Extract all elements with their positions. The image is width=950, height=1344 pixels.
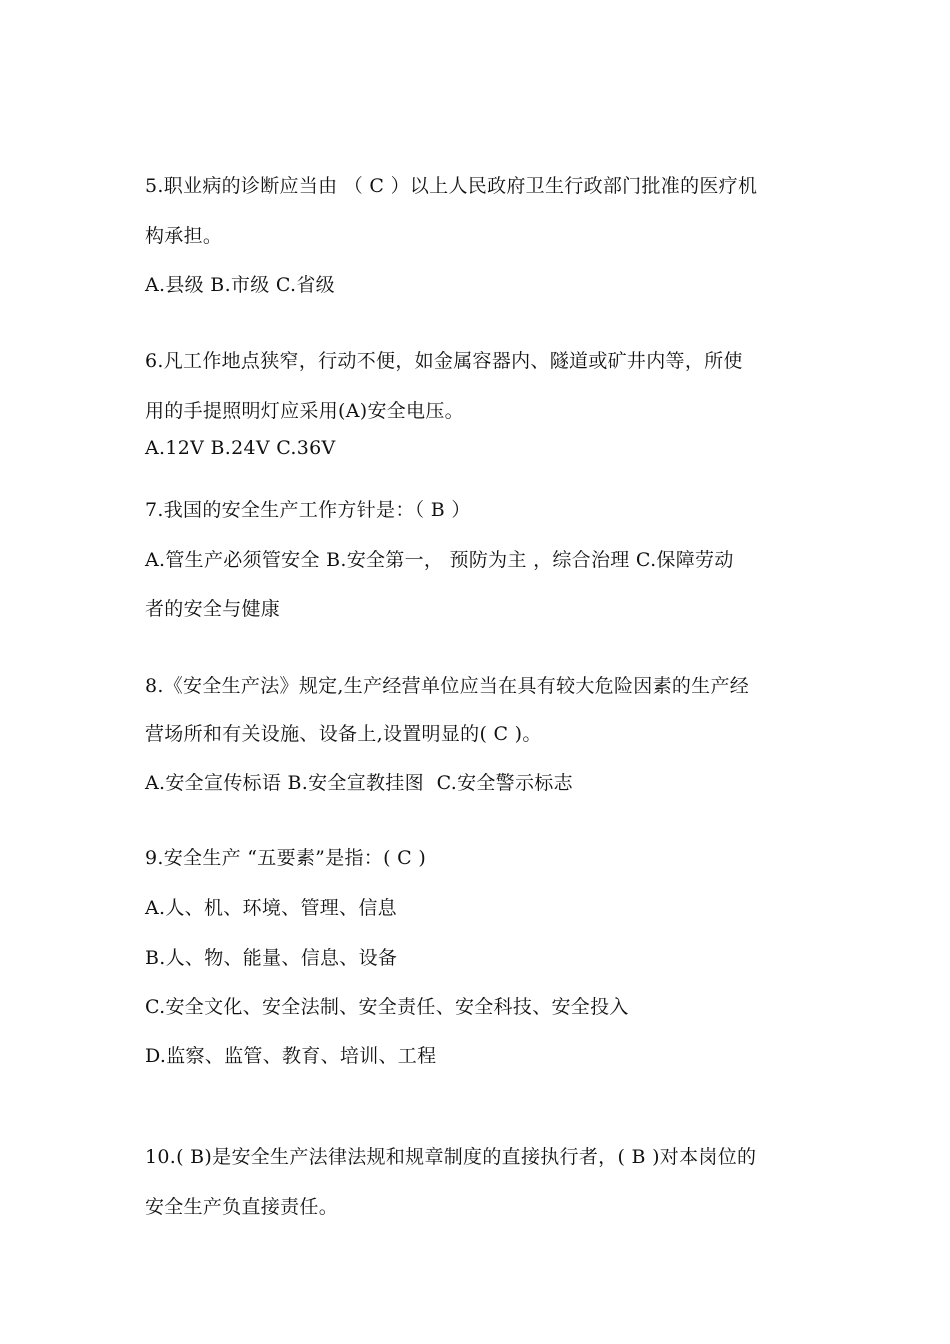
question-8-stem-line-2: 营场所和有关设施、设备上,设置明显的( C )。 xyxy=(145,723,542,745)
question-5-stem-line-1: 5.职业病的诊断应当由 （ C ）以上人民政府卫生行政部门批准的医疗机 xyxy=(145,175,758,197)
question-9-stem: 9.安全生产 “五要素”是指：( C ) xyxy=(145,847,427,869)
question-10-stem-line-1: 10.( B)是安全生产法律法规和规章制度的直接执行者，( B )对本岗位的 xyxy=(145,1146,757,1168)
question-9-option-d: D.监察、监管、教育、培训、工程 xyxy=(145,1045,437,1067)
question-8-options: A.安全宣传标语 B.安全宣教挂图 C.安全警示标志 xyxy=(145,772,573,794)
question-9-option-c: C.安全文化、安全法制、安全责任、安全科技、安全投入 xyxy=(145,996,629,1018)
question-5-stem-line-2: 构承担。 xyxy=(145,225,223,247)
question-7-options-line-2: 者的安全与健康 xyxy=(145,598,281,620)
question-6-stem-line-2: 用的手提照明灯应采用(A)安全电压。 xyxy=(145,400,464,422)
question-6-stem-line-1: 6.凡工作地点狭窄，行动不便，如金属容器内、隧道或矿井内等，所使 xyxy=(145,350,743,372)
question-6-options: A.12V B.24V C.36V xyxy=(145,437,336,459)
question-7-options-line-1: A.管生产必须管安全 B.安全第一， 预防为主 ，综合治理 C.保障劳动 xyxy=(145,549,734,571)
question-9-option-a: A.人、机、环境、管理、信息 xyxy=(145,897,397,919)
question-5-options: A.县级 B.市级 C.省级 xyxy=(145,274,335,296)
question-8-stem-line-1: 8.《安全生产法》规定,生产经营单位应当在具有较大危险因素的生产经 xyxy=(145,675,750,697)
question-7-stem: 7.我国的安全生产工作方针是：（ B ） xyxy=(145,499,471,521)
question-9-option-b: B.人、物、能量、信息、设备 xyxy=(145,947,398,969)
question-10-stem-line-2: 安全生产负直接责任。 xyxy=(145,1196,339,1218)
